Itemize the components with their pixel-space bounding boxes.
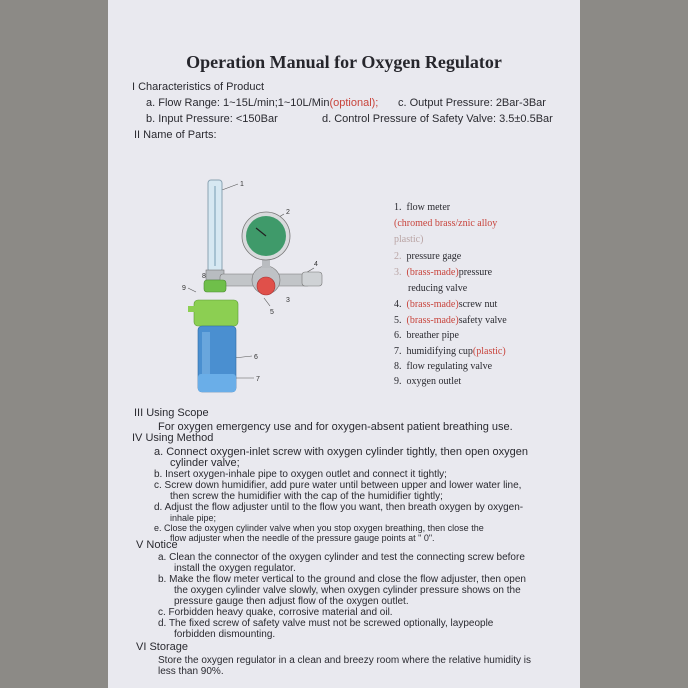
method-b: b. Insert oxygen-inhale pipe to oxygen outlet and connect it tightly; <box>154 469 447 480</box>
page-title: Operation Manual for Oxygen Regulator <box>186 52 502 72</box>
sec4-heading: IV Using Method <box>132 432 214 444</box>
part-1: 1. flow meter <box>394 202 451 213</box>
notice-a: a. Clean the connector of the oxygen cylinder and test the connecting screw before <box>158 552 525 563</box>
callout-8: 8 <box>202 273 206 280</box>
part-8: 8. flow regulating valve <box>394 361 493 372</box>
method-e-cont: flow adjuster when the needle of the pressure gauge points at " 0". <box>170 533 435 543</box>
callout-1: 1 <box>240 181 244 188</box>
regulator-illustration <box>174 176 342 404</box>
part-4: 4. (brass-made)screw nut <box>394 299 498 310</box>
sec6-heading: VI Storage <box>136 641 188 653</box>
notice-c: c. Forbidden heavy quake, corrosive material and oil. <box>158 607 393 618</box>
sec1-heading: I Characteristics of Product <box>132 81 265 93</box>
notice-b-cont2: pressure gauge then adjust flow of the oxygen outlet. <box>174 596 409 607</box>
sec3-heading: III Using Scope <box>134 407 209 419</box>
manual-page <box>108 0 580 688</box>
sec3-body: For oxygen emergency use and for oxygen-absent patient breathing use. <box>158 421 513 433</box>
flow-range: a. Flow Range: 1~15L/min;1~10L/Min(optional); <box>146 97 379 109</box>
part-9: 9. oxygen outlet <box>394 376 462 387</box>
part-3: 3. (brass-made)pressure <box>394 267 493 278</box>
callout-3: 3 <box>286 297 290 304</box>
sec5-heading: V Notice <box>136 539 178 551</box>
part-1-material-cont: plastic) <box>394 234 424 245</box>
output-pressure: c. Output Pressure: 2Bar-3Bar <box>398 97 546 109</box>
notice-d: d. The fixed screw of safety valve must not be screwed optionally, laypeople <box>158 618 494 629</box>
callout-2: 2 <box>286 209 290 216</box>
storage-text-cont: less than 90%. <box>158 666 224 677</box>
callout-9: 9 <box>182 285 186 292</box>
method-a-cont: cylinder valve; <box>170 457 240 469</box>
notice-d-cont: forbidden dismounting. <box>174 629 276 640</box>
notice-a-cont: install the oxygen regulator. <box>174 563 296 574</box>
part-5: 5. (brass-made)safety valve <box>394 315 507 326</box>
storage-text: Store the oxygen regulator in a clean and breezy room where the relative humidity is <box>158 655 531 666</box>
part-6: 6. breather pipe <box>394 330 459 341</box>
part-3-cont: reducing valve <box>408 283 468 294</box>
method-c-cont: then screw the humidifier with the cap of the humidifier tightly; <box>170 491 443 502</box>
callout-4: 4 <box>314 261 318 268</box>
part-1-material: (chromed brass/znic alloy <box>394 218 498 229</box>
input-pressure: b. Input Pressure: <150Bar <box>146 113 278 125</box>
part-7: 7. humidifying cup(plastic) <box>394 346 506 357</box>
method-a: a. Connect oxygen-inlet screw with oxygen cylinder tightly, then open oxygen <box>154 446 529 458</box>
notice-b: b. Make the flow meter vertical to the ground and close the flow adjuster, then open <box>158 574 526 585</box>
method-d-cont: inhale pipe; <box>170 513 217 523</box>
safety-valve-pressure: d. Control Pressure of Safety Valve: 3.5±0.5Bar <box>322 113 553 125</box>
callout-6: 6 <box>254 354 258 361</box>
part-2: 2. pressure gage <box>394 251 462 262</box>
method-e: e. Close the oxygen cylinder valve when you stop oxygen breathing, then close the <box>154 523 484 533</box>
sec2-heading: II Name of Parts: <box>134 129 217 141</box>
method-c: c. Screw down humidifier, add pure water until between upper and lower water line, <box>154 480 522 491</box>
method-d: d. Adjust the flow adjuster until to the flow you want, then breath oxygen by oxygen- <box>154 502 524 513</box>
callout-5: 5 <box>270 309 274 316</box>
callout-7: 7 <box>256 376 260 383</box>
notice-b-cont1: the oxygen cylinder valve slowly, when oxygen cylinder pressure shows on the <box>174 585 521 596</box>
